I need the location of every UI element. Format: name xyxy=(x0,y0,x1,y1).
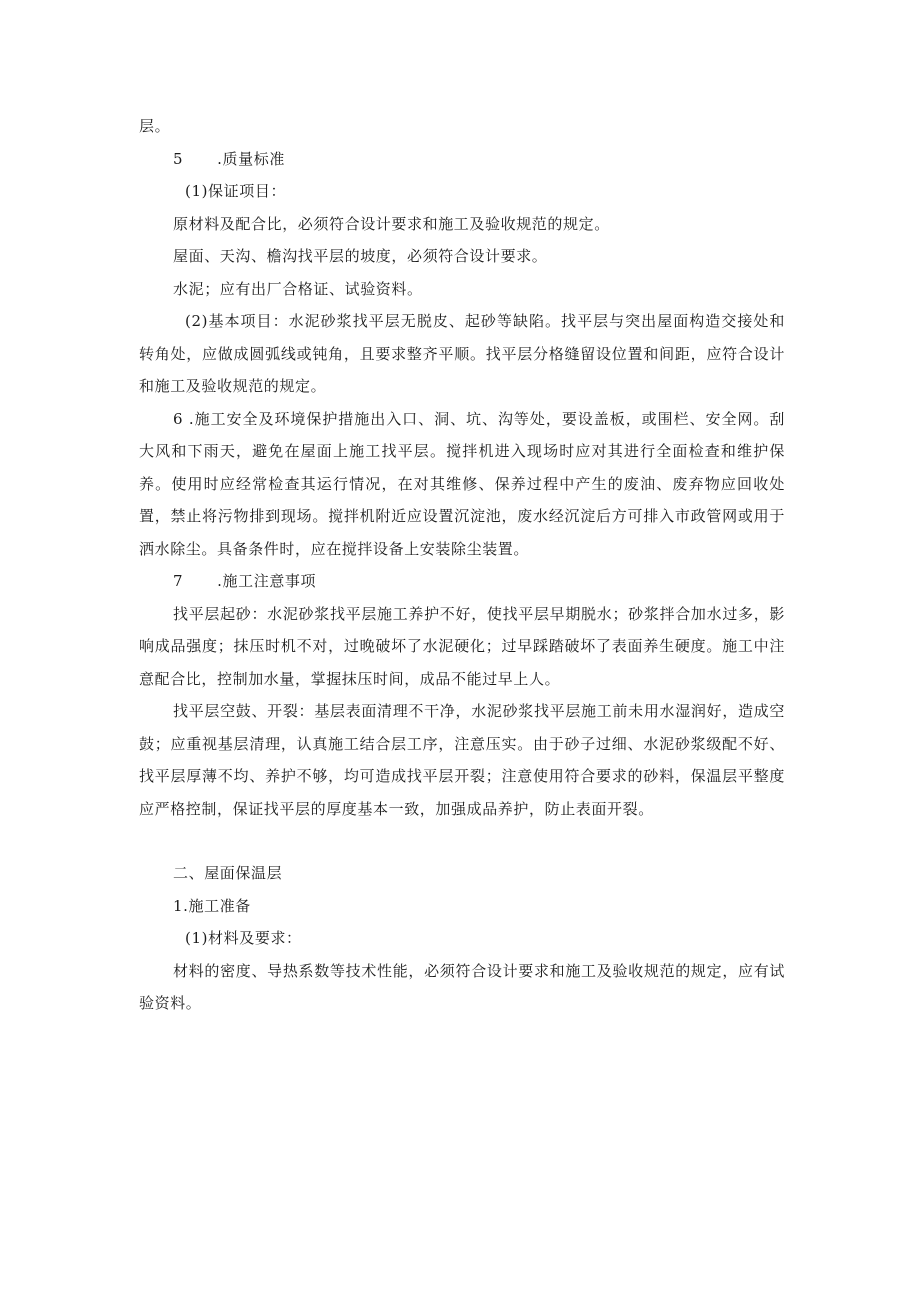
subheading-materials: (1)材料及要求： xyxy=(185,929,302,947)
section-title: .质量标准 xyxy=(217,149,285,168)
section-heading-construction-prep: 1.施工准备 xyxy=(173,896,251,915)
paragraph-basic-items: (2)基本项目：水泥砂浆找平层无脱皮、起砂等缺陷。找平层与突出屋面构造交接处和转角处，应做成圆弧线或钝角，且要求整齐平顺。找平层分格缝留设位置和间距，应符合设计和施工及验收规范的规定。 xyxy=(139,312,785,395)
paragraph-continuation: 层。 xyxy=(139,117,171,135)
section-heading-construction-notes xyxy=(139,565,785,598)
section-number: 7 xyxy=(173,572,184,590)
blank-line xyxy=(139,825,785,857)
paragraph-hollowing-cracking: 找平层空鼓、开裂：基层表面清理不干净，水泥砂浆找平层施工前未用水湿润好，造成空鼓；应重视基层清理，认真施工结合层工序，注意压实。由于砂子过细、水泥砂浆级配不好、找平层厚薄不均、养护不够，均可造成找平层开裂；注意使用符合要求的砂料，保温层平整度应严格控制，保证找平层的厚度基本一致，加强成品养护，防止表面开裂。 xyxy=(139,702,785,818)
section-number: 5 xyxy=(173,149,184,168)
chapter-heading-roof-insulation: 二、屋面保温层 xyxy=(173,864,283,882)
paragraph-material-specs: 材料的密度、导热系数等技术性能，必须符合设计要求和施工及验收规范的规定，应有试验资料。 xyxy=(139,961,785,1012)
paragraph: 水泥；应有出厂合格证、试验资料。 xyxy=(173,279,423,298)
section-heading-quality-standard xyxy=(139,143,785,176)
paragraph-sanding: 找平层起砂：水泥砂浆找平层施工养护不好，使找平层早期脱水；砂浆拌合加水过多，影响成品强度；抹压时机不对，过晚破坏了水泥硬化；过早踩踏破坏了表面养生硬度。施工中注意配合比，控制加水量，掌握抹压时间，成品不能过早上人。 xyxy=(139,604,785,688)
paragraph-safety-environment: 6 .施工安全及环境保护措施出入口、洞、坑、沟等处，要设盖板，或围栏、安全网。刮大风和下雨天，避免在屋面上施工找平层。搅拌机进入现场时应对其进行全面检查和维护保养。使用时应经常检查其运行情况，在对其维修、保养过程中产生的废油、废弃物应回收处置，禁止将污物排到现场。搅拌机附近应设置沉淀池，废水经沉淀后方可排入市政管网或用于洒水除尘。具备条件时，应在搅拌设备上安装除尘装置。 xyxy=(139,409,785,558)
paragraph: 原材料及配合比，必须符合设计要求和施工及验收规范的规定。 xyxy=(173,214,610,233)
subheading-guarantee-items: (1)保证项目： xyxy=(185,182,287,200)
document-body xyxy=(139,110,785,1020)
section-title: .施工注意事项 xyxy=(217,572,317,590)
paragraph: 屋面、天沟、檐沟找平层的坡度，必须符合设计要求。 xyxy=(173,247,548,265)
